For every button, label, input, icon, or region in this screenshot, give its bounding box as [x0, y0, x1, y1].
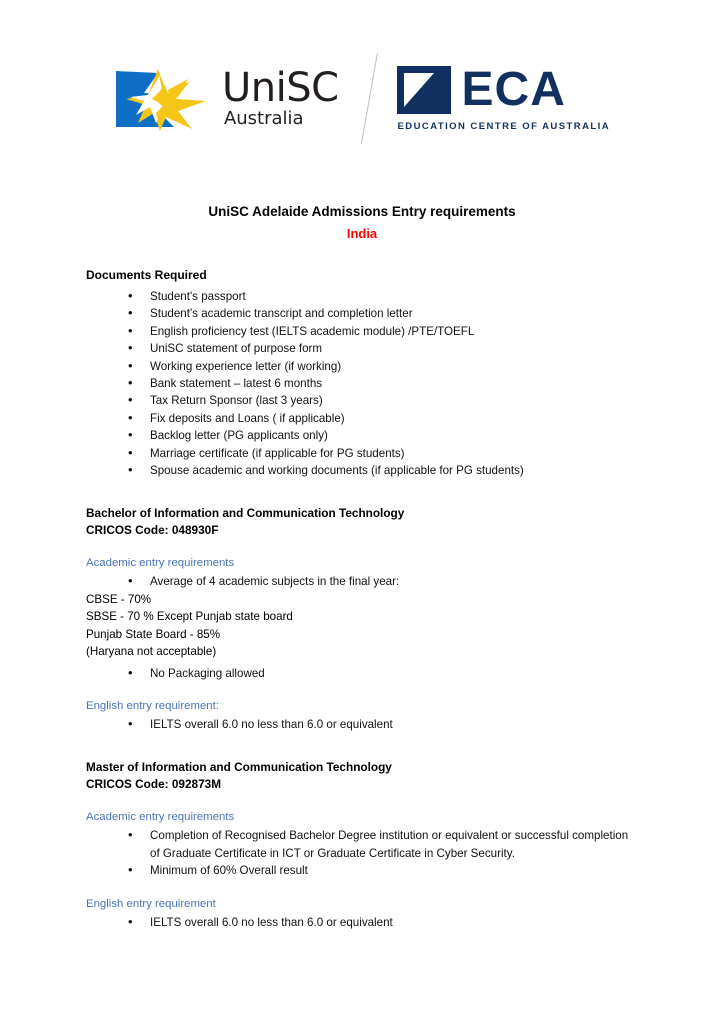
list-item: • Minimum of 60% Overall result — [128, 862, 638, 879]
list-item: • Fix deposits and Loans ( if applicable) — [128, 410, 638, 427]
logo-header — [0, 0, 724, 144]
academic-entry-list-after — [86, 665, 638, 682]
unisc-logo — [114, 65, 339, 131]
academic-line: CBSE - 70% — [86, 592, 152, 606]
documents-list — [86, 288, 638, 479]
documents-heading: Documents Required — [86, 268, 207, 282]
list-item: • Completion of Recognised Bachelor Degree institution or equivalent or successful completion of Graduate Certificate in ICT or Graduate Certificate in Cyber Security. — [128, 827, 638, 862]
list-item: • Student's passport — [128, 288, 638, 305]
english-entry-list — [86, 716, 638, 733]
list-item: • Bank statement – latest 6 months — [128, 375, 638, 392]
english-entry-list — [86, 914, 638, 931]
program-title: Bachelor of Information and Communication Technology — [86, 506, 405, 521]
academic-entry-list — [86, 827, 638, 879]
program-cricos-code: CRICOS Code: 092873M — [86, 777, 222, 792]
list-item: • No Packaging allowed — [128, 665, 638, 682]
page-subtitle: India — [346, 226, 378, 241]
english-entry-heading: English entry requirement: — [86, 699, 219, 712]
list-item: • Student's academic transcript and completion letter — [128, 305, 638, 322]
unisc-wordmark — [221, 65, 339, 129]
program-bachelor-ict — [86, 505, 638, 733]
list-item: • English proficiency test (IELTS academic module) /PTE/TOEFL — [128, 323, 638, 340]
list-item: • IELTS overall 6.0 no less than 6.0 or equivalent — [128, 716, 638, 733]
eca-tagline: EDUCATION CENTRE OF AUSTRALIA — [397, 120, 611, 132]
program-cricos-code: CRICOS Code: 048930F — [86, 523, 219, 538]
eca-logo — [396, 62, 611, 132]
list-item: • Backlog letter (PG applicants only) — [128, 427, 638, 444]
unisc-name: UniSC — [221, 65, 339, 111]
list-item: • Marriage certificate (if applicable for PG students) — [128, 445, 638, 462]
list-item: • Average of 4 academic subjects in the final year: — [128, 573, 638, 590]
eca-name: ECA — [461, 62, 566, 116]
academic-line: Punjab State Board - 85% — [86, 627, 221, 641]
list-item: • IELTS overall 6.0 no less than 6.0 or equivalent — [128, 914, 638, 931]
english-entry-heading: English entry requirement — [86, 897, 216, 910]
list-item: • Working experience letter (if working) — [128, 358, 638, 375]
page-title: UniSC Adelaide Admissions Entry requirements — [208, 204, 516, 219]
program-title: Master of Information and Communication Technology — [86, 760, 392, 775]
logo-divider — [361, 53, 378, 144]
academic-entry-list — [86, 573, 638, 590]
document-body — [0, 268, 724, 931]
academic-entry-heading: Academic entry requirements — [86, 811, 235, 824]
academic-line: (Haryana not acceptable) — [86, 645, 217, 659]
unisc-sun-logo-icon — [114, 65, 210, 131]
unisc-sub: Australia — [223, 108, 304, 129]
list-item: • Spouse academic and working documents (if applicable for PG students) — [128, 462, 638, 479]
eca-square-logo-icon — [396, 65, 452, 115]
academic-entry-heading: Academic entry requirements — [86, 557, 235, 570]
list-item: • UniSC statement of purpose form — [128, 340, 638, 357]
academic-line: SBSE - 70 % Except Punjab state board — [86, 610, 293, 624]
program-master-ict — [86, 759, 638, 931]
list-item: • Tax Return Sponsor (last 3 years) — [128, 392, 638, 409]
